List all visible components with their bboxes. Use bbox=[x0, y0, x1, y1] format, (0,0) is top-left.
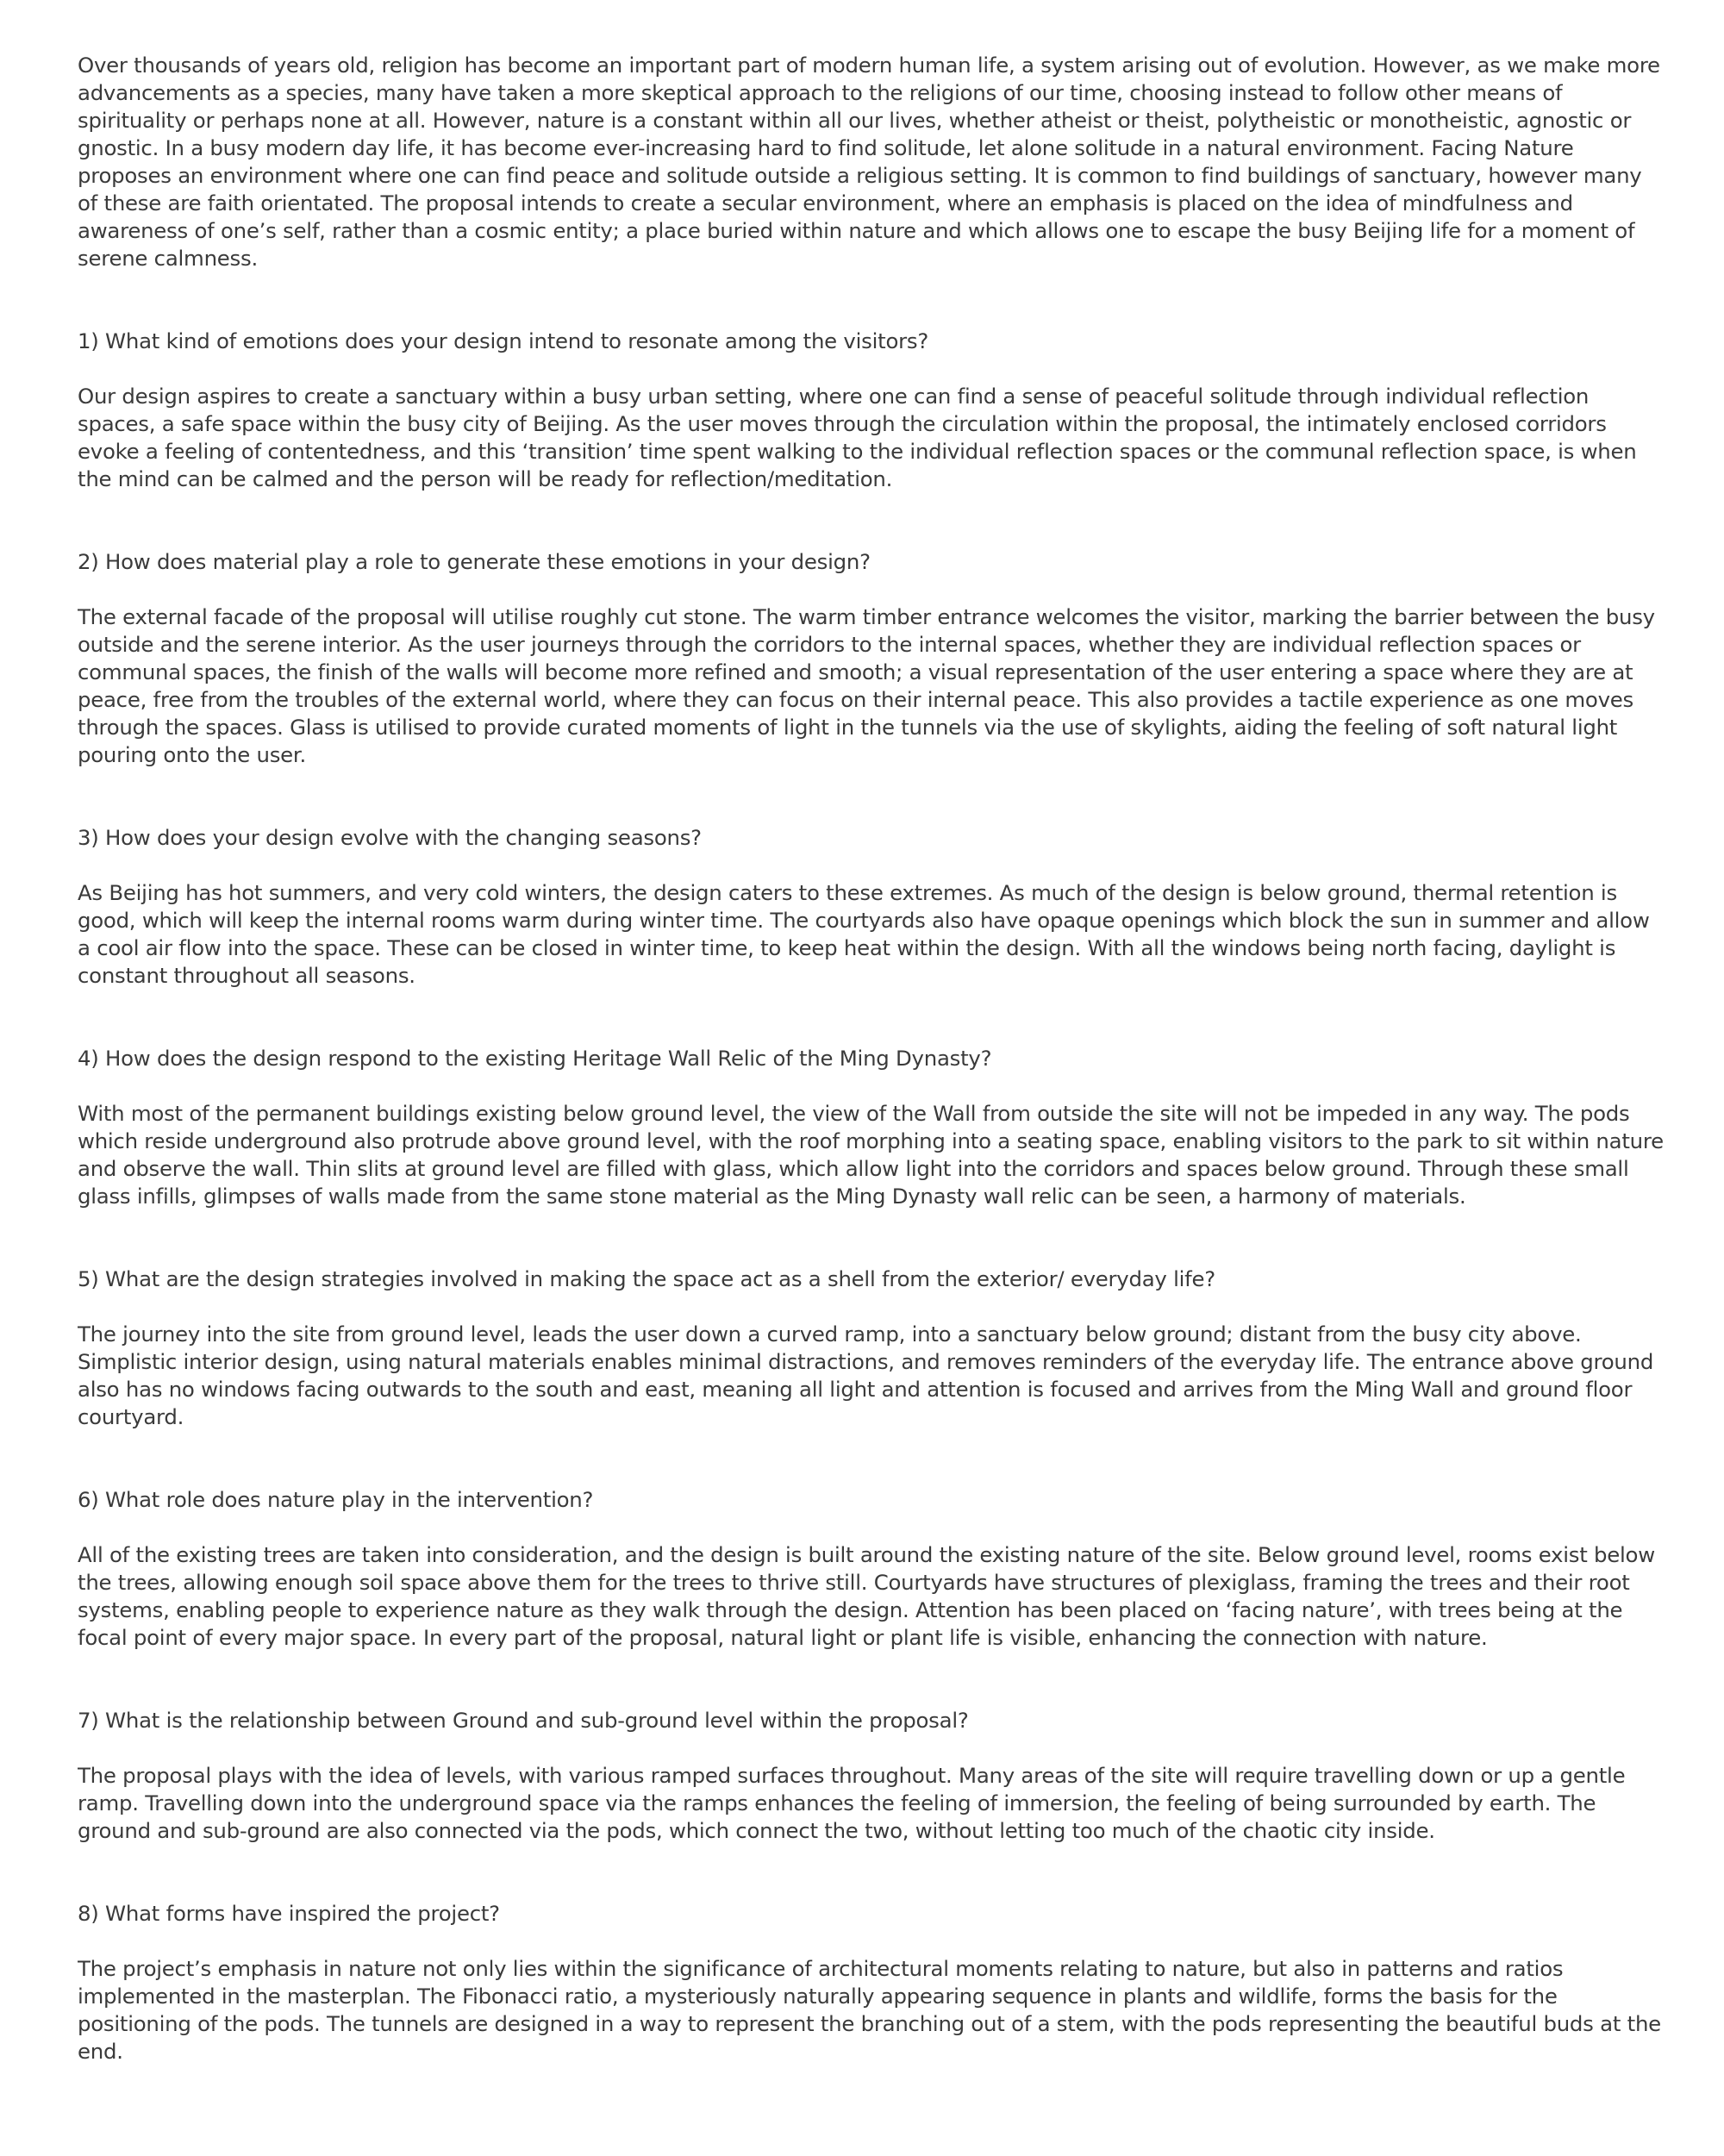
answer-7: The proposal plays with the idea of levels, with various ramped surfaces throughout. Many areas of the site will require travelling down or up a gentle ramp. Travelling down into the underground space via the ramps enhances the feeling of immersion, the feeling of being surrounded by earth. The ground and sub-ground are also connected via the pods, which connect the two, without letting too much of the chaotic city inside. bbox=[78, 1763, 1626, 1843]
question-2: 2) How does material play a role to generate these emotions in your design? bbox=[78, 549, 871, 574]
answer-1: Our design aspires to create a sanctuary within a busy urban setting, where one can find a sense of peaceful solitude through individual reflection spaces, a safe space within the busy city of Beijing. As the user moves through the circulation within the proposal, the intimately enclosed corridors evoke a feeling of contentedness, and this ‘transition’ time spent walking to the individual reflection spaces or the communal reflection space, is when the mind can be calmed and the person will be ready for reflection/meditation. bbox=[78, 384, 1637, 491]
question-7: 7) What is the relationship between Ground and sub-ground level within the proposal? bbox=[78, 1708, 969, 1733]
question-8: 8) What forms have inspired the project? bbox=[78, 1901, 500, 1926]
answer-2: The external facade of the proposal will utilise roughly cut stone. The warm timber entrance welcomes the visitor, marking the barrier between the busy outside and the serene interior. As the user journeys through the corridors to the internal spaces, whether they are individual reflection spaces or communal spaces, the finish of the walls will become more refined and smooth; a visual representation of the user entering a space where they are at peace, free from the troubles of the external world, where they can focus on their internal peace. This also provides a tactile experience as one moves through the spaces. Glass is utilised to provide curated moments of light in the tunnels via the use of skylights, aiding the feeling of soft natural light pouring onto the user. bbox=[78, 604, 1655, 767]
question-1: 1) What kind of emotions does your design intend to resonate among the visitors? bbox=[78, 328, 929, 353]
question-6: 6) What role does nature play in the intervention? bbox=[78, 1487, 594, 1512]
question-4: 4) How does the design respond to the existing Heritage Wall Relic of the Ming Dynasty? bbox=[78, 1046, 992, 1071]
document-page bbox=[78, 52, 1664, 2138]
question-5: 5) What are the design strategies involved in making the space act as a shell from the exterior/ everyday life? bbox=[78, 1266, 1215, 1291]
intro-paragraph: Over thousands of years old, religion has become an important part of modern human life, a system arising out of evolution. However, as we make more advancements as a species, many have taken a more skeptical approach to the religions of our time, choosing instead to follow other means of spirituality or perhaps none at all. However, nature is a constant within all our lives, whether atheist or theist, polytheistic or monotheistic, agnostic or gnostic. In a busy modern day life, it has become ever-increasing hard to find solitude, let alone solitude in a natural environment. Facing Nature proposes an environment where one can find peace and solitude outside a religious setting. It is common to find buildings of sanctuary, however many of these are faith orientated. The proposal intends to create a secular environment, where an emphasis is placed on the idea of mindfulness and awareness of one’s self, rather than a cosmic entity; a place buried within nature and which allows one to escape the busy Beijing life for a moment of serene calmness. bbox=[78, 53, 1660, 271]
answer-8: The project’s emphasis in nature not only lies within the significance of architectural moments relating to nature, but also in patterns and ratios implemented in the masterplan. The Fibonacci ratio, a mysteriously naturally appearing sequence in plants and wildlife, forms the basis for the positioning of the pods. The tunnels are designed in a way to represent the branching out of a stem, with the pods representing the beautiful buds at the end. bbox=[78, 1956, 1661, 2064]
answer-6: All of the existing trees are taken into consideration, and the design is built around the existing nature of the site. Below ground level, rooms exist below the trees, allowing enough soil space above them for the trees to thrive still. Courtyards have structures of plexiglass, framing the trees and their root systems, enabling people to experience nature as they walk through the design. Attention has been placed on ‘facing nature’, with trees being at the focal point of every major space. In every part of the proposal, natural light or plant life is visible, enhancing the connection with nature. bbox=[78, 1542, 1655, 1650]
answer-3: As Beijing has hot summers, and very cold winters, the design caters to these extremes. As much of the design is below ground, thermal retention is good, which will keep the internal rooms warm during winter time. The courtyards also have opaque openings which block the sun in summer and allow a cool air flow into the space. These can be closed in winter time, to keep heat within the design. With all the windows being north facing, daylight is constant throughout all seasons. bbox=[78, 880, 1650, 988]
question-3: 3) How does your design evolve with the changing seasons? bbox=[78, 825, 702, 850]
answer-4: With most of the permanent buildings existing below ground level, the view of the Wall from outside the site will not be impeded in any way. The pods which reside underground also protrude above ground level, with the roof morphing into a seating space, enabling visitors to the park to sit within nature and observe the wall. Thin slits at ground level are filled with glass, which allow light into the corridors and spaces below ground. Through these small glass infills, glimpses of walls made from the same stone material as the Ming Dynasty wall relic can be seen, a harmony of materials. bbox=[78, 1101, 1664, 1209]
answer-5: The journey into the site from ground level, leads the user down a curved ramp, into a sanctuary below ground; distant from the busy city above. Simplistic interior design, using natural materials enables minimal distractions, and removes reminders of the everyday life. The entrance above ground also has no windows facing outwards to the south and east, meaning all light and attention is focused and arrives from the Ming Wall and ground floor courtyard. bbox=[78, 1322, 1654, 1429]
